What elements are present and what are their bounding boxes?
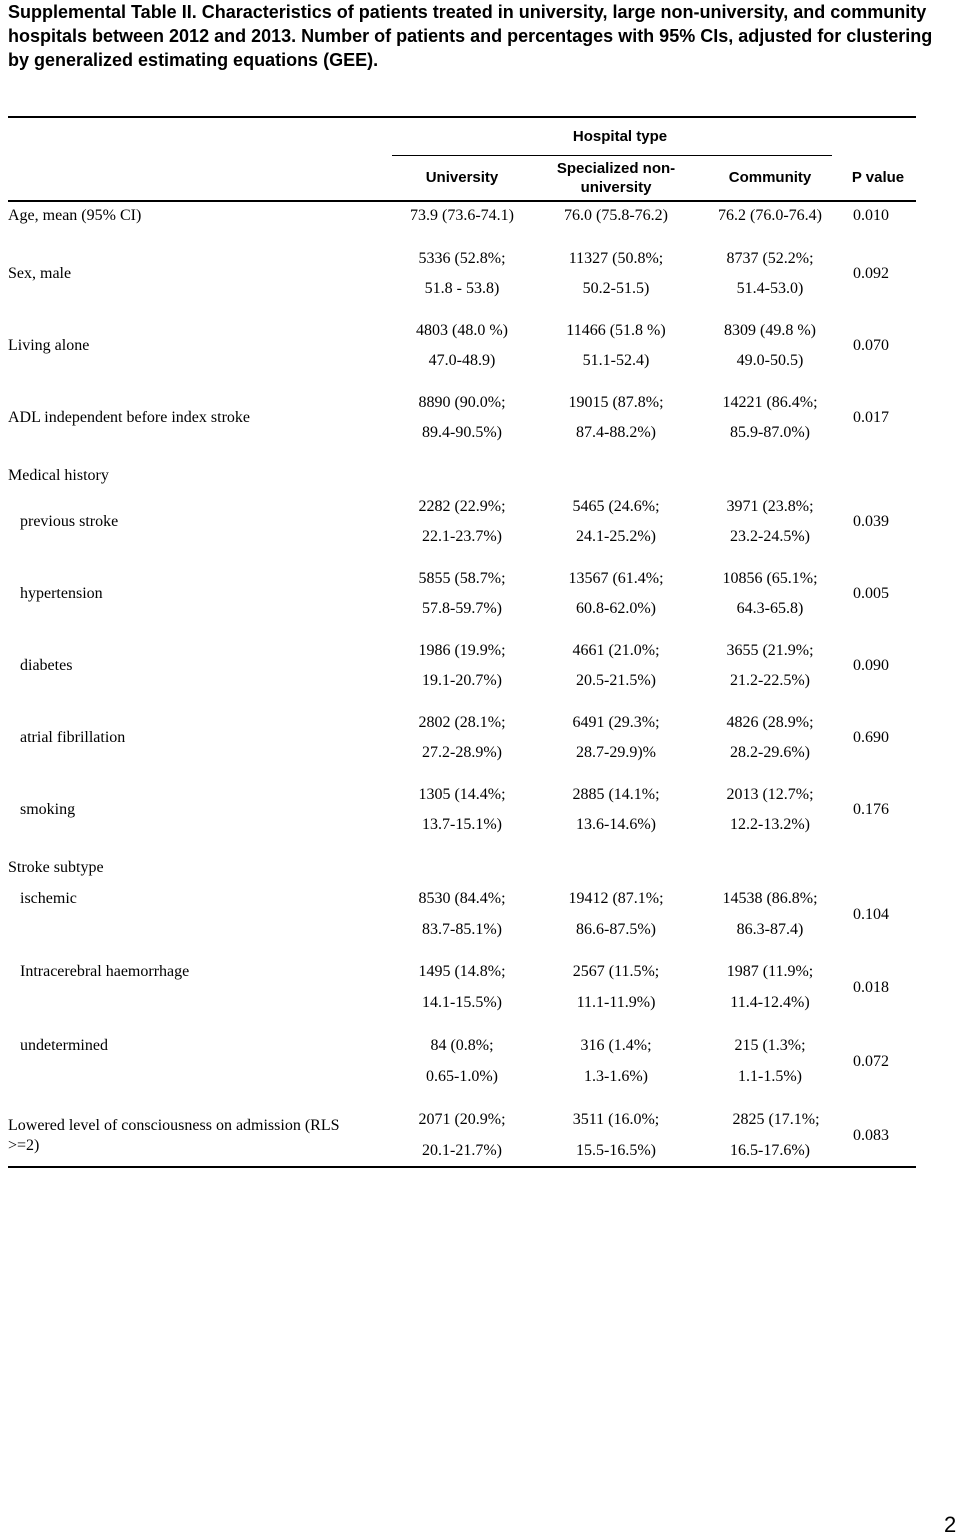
sex-specialized-count: 11327 (50.8%; — [568, 250, 664, 267]
undetermined-community-ci: 1.1-1.5%) — [738, 1068, 802, 1085]
prev-stroke-pvalue: 0.039 — [853, 513, 889, 530]
af-pvalue: 0.690 — [853, 729, 889, 746]
smoking-community-ci: 12.2-13.2%) — [730, 816, 810, 833]
adl-university-ci: 89.4-90.5%) — [422, 424, 502, 441]
ich-specialized-count: 2567 (11.5%; — [572, 963, 660, 980]
prev-stroke-university-ci: 22.1-23.7%) — [422, 528, 502, 545]
diabetes-pvalue: 0.090 — [853, 657, 889, 674]
hypertension-community-count: 10856 (65.1%; — [722, 570, 818, 587]
hypertension-specialized-count: 13567 (61.4%; — [568, 570, 664, 587]
table-top-rule — [8, 116, 916, 118]
sex-community-ci: 51.4-53.0) — [736, 280, 804, 297]
row-label-ischemic: ischemic — [20, 890, 77, 907]
loc-specialized-ci: 15.5-16.5%) — [576, 1142, 656, 1159]
section-label-medical-history: Medical history — [8, 467, 109, 484]
af-specialized-ci: 28.7-29.9)% — [576, 744, 656, 761]
undetermined-university-count: 84 (0.8%; — [430, 1037, 494, 1054]
sex-community-count: 8737 (52.2%; — [726, 250, 814, 267]
undetermined-specialized-ci: 1.3-1.6%) — [584, 1068, 648, 1085]
diabetes-community-ci: 21.2-22.5%) — [730, 672, 810, 689]
ischemic-community-count: 14538 (86.8%; — [722, 890, 818, 907]
af-community-count: 4826 (28.9%; — [726, 714, 814, 731]
undetermined-community-count: 215 (1.3%; — [734, 1037, 806, 1054]
header-specialized: Specialized non-university — [556, 160, 676, 196]
ischemic-university-count: 8530 (84.4%; — [418, 890, 506, 907]
prev-stroke-specialized-ci: 24.1-25.2%) — [576, 528, 656, 545]
age-pvalue: 0.010 — [853, 207, 889, 224]
table-title: Supplemental Table II. Characteristics of patients treated in university, large non-university, and community hospitals between 2012 and 2013. Number of patients and percentages with 95% CIs, adjusted for clustering by generalized estimating equations (GEE). — [8, 2, 933, 70]
undetermined-specialized-count: 316 (1.4%; — [580, 1037, 652, 1054]
smoking-specialized-ci: 13.6-14.6%) — [576, 816, 656, 833]
ischemic-specialized-count: 19412 (87.1%; — [568, 890, 664, 907]
sex-pvalue: 0.092 — [853, 265, 889, 282]
ich-university-count: 1495 (14.8%; — [418, 963, 506, 980]
header-group-rule — [392, 155, 832, 156]
ischemic-pvalue: 0.104 — [853, 906, 889, 923]
af-university-ci: 27.2-28.9%) — [422, 744, 502, 761]
header-bottom-rule — [8, 200, 916, 202]
sex-specialized-ci: 50.2-51.5) — [582, 280, 650, 297]
row-label-smoking: smoking — [20, 801, 76, 818]
ich-community-ci: 11.4-12.4%) — [730, 994, 810, 1011]
smoking-specialized-count: 2885 (14.1%; — [572, 786, 660, 803]
living-specialized-count: 11466 (51.8 %) — [566, 322, 666, 339]
af-university-count: 2802 (28.1%; — [418, 714, 506, 731]
row-label-undetermined: undetermined — [20, 1037, 108, 1054]
undetermined-pvalue: 0.072 — [853, 1053, 889, 1070]
living-university-ci: 47.0-48.9) — [428, 352, 496, 369]
row-label-age: Age, mean (95% CI) — [8, 207, 142, 224]
diabetes-university-count: 1986 (19.9%; — [418, 642, 506, 659]
hypertension-community-ci: 64.3-65.8) — [736, 600, 804, 617]
row-label-hypertension: hypertension — [20, 585, 103, 602]
loc-university-count: 2071 (20.9%; — [418, 1111, 506, 1128]
living-specialized-ci: 51.1-52.4) — [582, 352, 650, 369]
age-university: 73.9 (73.6-74.1) — [410, 207, 514, 224]
hypertension-specialized-ci: 60.8-62.0%) — [576, 600, 656, 617]
loc-community-ci: 16.5-17.6%) — [730, 1142, 810, 1159]
row-label-living-alone: Living alone — [8, 337, 90, 354]
row-label-lowered-consciousness: Lowered level of consciousness on admission (RLS >=2) — [8, 1117, 340, 1154]
ich-pvalue: 0.018 — [853, 979, 889, 996]
prev-stroke-community-count: 3971 (23.8%; — [726, 498, 814, 515]
adl-community-ci: 85.9-87.0%) — [730, 424, 810, 441]
diabetes-specialized-ci: 20.5-21.5%) — [576, 672, 656, 689]
sex-university-ci: 51.8 - 53.8) — [424, 280, 500, 297]
hypertension-pvalue: 0.005 — [853, 585, 889, 602]
header-university: University — [425, 169, 499, 186]
living-community-ci: 49.0-50.5) — [736, 352, 804, 369]
adl-specialized-count: 19015 (87.8%; — [568, 394, 664, 411]
prev-stroke-university-count: 2282 (22.9%; — [418, 498, 506, 515]
row-label-intracerebral-haemorrhage: Intracerebral haemorrhage — [20, 963, 190, 980]
living-community-count: 8309 (49.8 %) — [724, 322, 816, 339]
af-specialized-count: 6491 (29.3%; — [572, 714, 660, 731]
row-label-adl: ADL independent before index stroke — [8, 409, 250, 426]
ich-community-count: 1987 (11.9%; — [726, 963, 814, 980]
adl-community-count: 14221 (86.4%; — [722, 394, 818, 411]
section-label-stroke-subtype: Stroke subtype — [8, 859, 104, 876]
row-label-diabetes: diabetes — [20, 657, 73, 674]
living-pvalue: 0.070 — [853, 337, 889, 354]
ischemic-community-ci: 86.3-87.4) — [736, 921, 804, 938]
ich-university-ci: 14.1-15.5%) — [422, 994, 502, 1011]
diabetes-specialized-count: 4661 (21.0%; — [572, 642, 660, 659]
loc-university-ci: 20.1-21.7%) — [422, 1142, 502, 1159]
prev-stroke-community-ci: 23.2-24.5%) — [730, 528, 810, 545]
loc-pvalue: 0.083 — [853, 1127, 889, 1144]
hypertension-university-ci: 57.8-59.7%) — [422, 600, 502, 617]
diabetes-university-ci: 19.1-20.7%) — [422, 672, 502, 689]
sex-university-count: 5336 (52.8%; — [418, 250, 506, 267]
loc-specialized-count: 3511 (16.0%; — [572, 1111, 660, 1128]
hypertension-university-count: 5855 (58.7%; — [418, 570, 506, 587]
ischemic-university-ci: 83.7-85.1%) — [422, 921, 502, 938]
age-specialized: 76.0 (75.8-76.2) — [564, 207, 668, 224]
header-pvalue: P value — [851, 169, 905, 186]
loc-community-count: 2825 (17.1%; — [732, 1111, 820, 1128]
smoking-university-ci: 13.7-15.1%) — [422, 816, 502, 833]
ich-specialized-ci: 11.1-11.9%) — [576, 994, 656, 1011]
smoking-community-count: 2013 (12.7%; — [726, 786, 814, 803]
smoking-university-count: 1305 (14.4%; — [418, 786, 506, 803]
row-label-previous-stroke: previous stroke — [20, 513, 119, 530]
living-university-count: 4803 (48.0 %) — [416, 322, 508, 339]
table-bottom-rule — [8, 1166, 916, 1168]
adl-university-count: 8890 (90.0%; — [418, 394, 506, 411]
af-community-ci: 28.2-29.6%) — [730, 744, 810, 761]
adl-specialized-ci: 87.4-88.2%) — [576, 424, 656, 441]
row-label-atrial-fibrillation: atrial fibrillation — [20, 729, 126, 746]
adl-pvalue: 0.017 — [853, 409, 889, 426]
row-label-sex: Sex, male — [8, 265, 72, 282]
diabetes-community-count: 3655 (21.9%; — [726, 642, 814, 659]
age-community: 76.2 (76.0-76.4) — [718, 207, 822, 224]
header-hospital-type: Hospital type — [572, 128, 668, 145]
prev-stroke-specialized-count: 5465 (24.6%; — [572, 498, 660, 515]
smoking-pvalue: 0.176 — [853, 801, 889, 818]
ischemic-specialized-ci: 86.6-87.5%) — [576, 921, 656, 938]
undetermined-university-ci: 0.65-1.0%) — [426, 1068, 498, 1085]
header-community: Community — [728, 169, 812, 186]
page-number: 2 — [944, 1512, 957, 1537]
